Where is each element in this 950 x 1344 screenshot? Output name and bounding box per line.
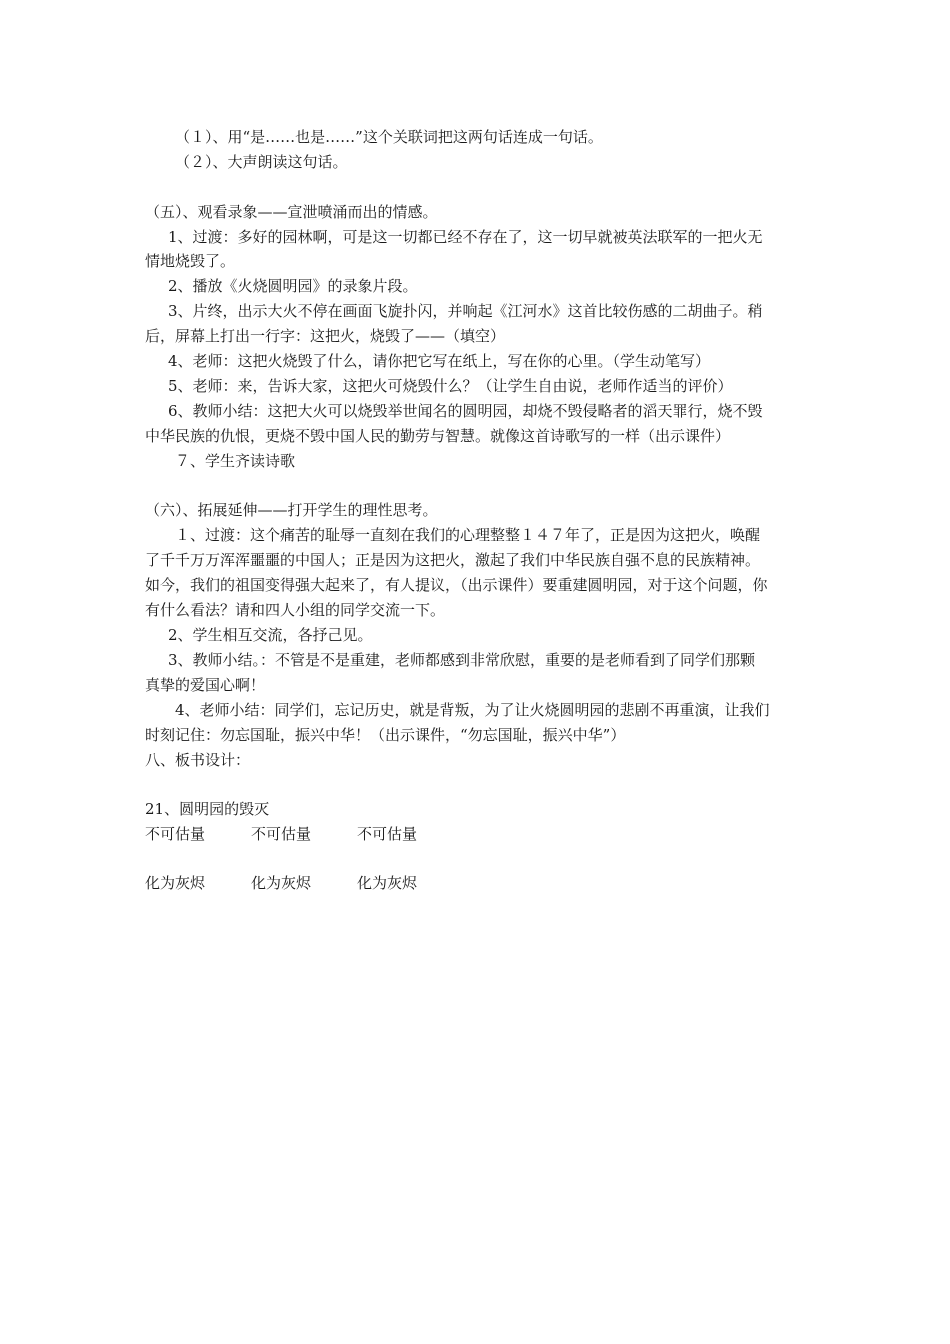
text-line: 了千千万万浑浑噩噩的中国人；正是因为这把火，激起了我们中华民族自强不息的民族精神。 (145, 551, 761, 569)
text-line: 真挚的爱国心啊！ (145, 676, 266, 694)
text-line: 3、教师小结。：不管是不是重建，老师都感到非常欣慰，重要的是老师看到了同学们那颗 (168, 651, 756, 669)
text-line: 有什么看法？请和四人小组的同学交流一下。 (145, 601, 446, 619)
text-line: 1、过渡：多好的园林啊，可是这一切都已经不存在了，这一切早就被英法联军的一把火无 (168, 228, 763, 246)
section-heading: （六）、拓展延伸——打开学生的理性思考。 (145, 501, 438, 519)
text-line: 4、老师：这把火烧毁了什么，请你把它写在纸上，写在你的心里。（学生动笔写） (168, 352, 711, 370)
text-line: （１）、用“是……也是……”这个关联词把这两句话连成一句话。 (175, 128, 603, 146)
text-line: 2、学生相互交流，各抒己见。 (168, 626, 373, 644)
text-line: 后，屏幕上打出一行字：这把火，烧毁了——（填空） (145, 327, 506, 345)
text-line: 2、播放《火烧圆明园》的录象片段。 (168, 277, 418, 295)
text-line: 中华民族的仇恨，更烧不毁中国人民的勤劳与智慧。就像这首诗歌写的一样（出示课件） (145, 427, 731, 445)
board-cell: 化为灰烬 (251, 874, 312, 892)
board-cell: 化为灰烬 (357, 874, 418, 892)
text-line: 5、老师：来，告诉大家，这把火可烧毁什么？（让学生自由说，老师作适当的评价） (168, 377, 733, 395)
section-heading: 八、板书设计： (145, 751, 251, 769)
text-line: １、过渡：这个痛苦的耻辱一直刻在我们的心理整整１４７年了，正是因为这把火，唤醒 (175, 526, 761, 544)
text-line: 4、老师小结：同学们，忘记历史，就是背叛，为了让火烧圆明园的悲剧不再重演，让我们 (175, 701, 770, 719)
board-cell: 不可估量 (357, 825, 418, 843)
board-title: 21、圆明园的毁灭 (145, 800, 270, 818)
text-line: 情地烧毁了。 (145, 252, 236, 270)
board-row (145, 824, 463, 844)
board-cell: 化为灰烬 (145, 874, 206, 892)
section-heading: （五）、观看录象——宣泄喷涌而出的情感。 (145, 203, 438, 221)
text-line: （２）、大声朗读这句话。 (175, 153, 348, 171)
text-line: 6、教师小结：这把大火可以烧毁举世闻名的圆明园，却烧不毁侵略者的滔天罪行，烧不毁 (168, 402, 763, 420)
text-line: 3、片终，出示大火不停在画面飞旋扑闪，并响起《江河水》这首比较伤感的二胡曲子。稍 (168, 302, 763, 320)
board-cell: 不可估量 (145, 825, 206, 843)
text-line: ７、学生齐读诗歌 (175, 452, 296, 470)
text-line: 如今，我们的祖国变得强大起来了，有人提议，（出示课件）要重建圆明园，对于这个问题，你 (145, 576, 768, 594)
board-cell: 不可估量 (251, 825, 312, 843)
text-line: 时刻记住：勿忘国耻，振兴中华！（出示课件，“勿忘国耻，振兴中华”） (145, 726, 626, 744)
board-row (145, 873, 463, 893)
